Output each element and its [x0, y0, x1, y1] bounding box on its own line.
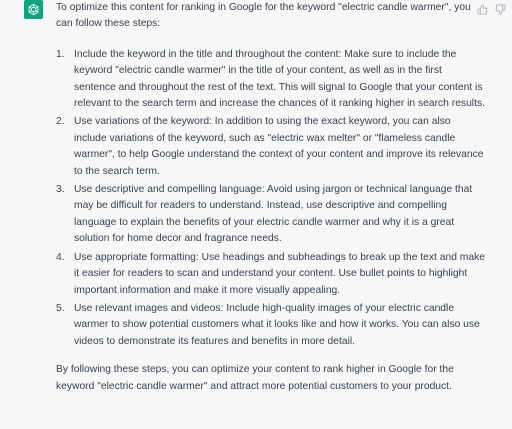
list-item-number: 4.	[56, 251, 65, 263]
message-outro: By following these steps, you can optimize your content to rank higher in Google for the keyword "electric candle warmer" and attract more potential customers to your product.	[56, 364, 454, 392]
list-item-text: Include the keyword in the title and throughout the content: Make sure to include the keyword "electric candle warmer" in the title of your content, as well as in the first sentence and throughout the rest of the text. This will signal to Google that your content is relevant to the search term and increase the chances of it ranking higher in search results.	[74, 48, 485, 110]
list-item-text: Use descriptive and compelling language: Avoid using jargon or technical language that may be difficult for readers to understand. Instead, use descriptive and compelling language to explain the benefits of your electric candle warmer and why it is a great solution for home decor and fragrance needs.	[74, 184, 473, 245]
steps-list	[56, 47, 486, 350]
list-item-number: 1.	[56, 48, 65, 60]
list-item	[56, 250, 486, 299]
list-item	[56, 182, 486, 248]
list-item-number: 3.	[56, 184, 65, 196]
list-item-text: Use variations of the keyword: In addition to using the exact keyword, you can also include variations of the keyword, such as "electric wax melter" or "flameless candle warmer", to help Google understand the context of your content and improve its relevance to the search term.	[74, 116, 484, 177]
list-item-number: 5.	[56, 302, 65, 314]
list-item	[56, 301, 486, 350]
message-intro: To optimize this content for ranking in Google for the keyword "electric candle warmer", you can follow these steps:	[56, 2, 471, 30]
openai-logo-icon	[24, 0, 43, 19]
message-content	[56, 0, 486, 395]
list-item-text: Use relevant images and videos: Include high-quality images of your electric candle warmer to show potential customers what it looks like and how it works. You can also use videos to demonstrate its features and benefits in more detail.	[74, 302, 480, 347]
list-item	[56, 114, 486, 180]
list-item-number: 2.	[56, 116, 65, 128]
list-item-text: Use appropriate formatting: Use headings and subheadings to break up the text and make it easier for readers to scan and understand your content. Use bullet points to highlight important information and make it more visually appealing.	[74, 251, 485, 296]
thumbs-down-icon[interactable]	[494, 3, 506, 15]
list-item	[56, 47, 486, 113]
